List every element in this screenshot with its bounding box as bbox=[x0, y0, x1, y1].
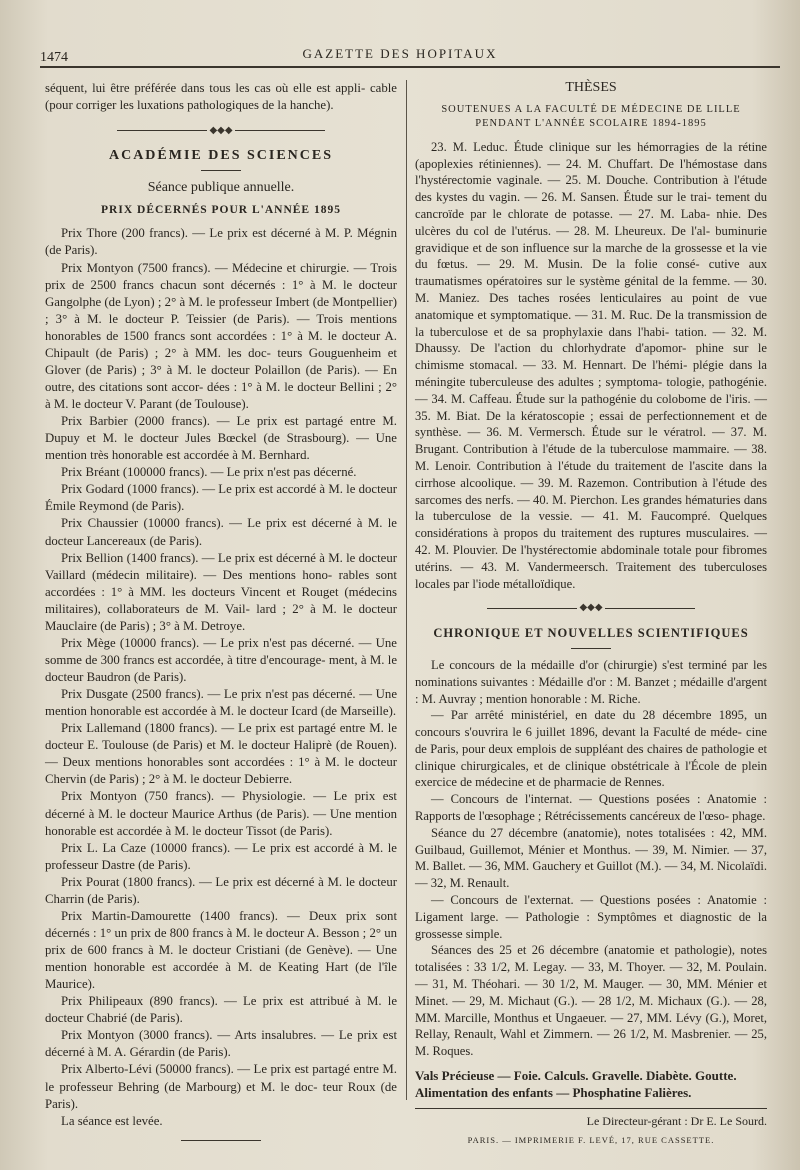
prix-paragraph: Prix Bellion (1400 francs). — Le prix est décerné à M. le docteur Vaillard (médecin militaire). — Des mentions hono- rables sont accordées : 1° à MM. les docteurs Vincent et Rouget (médecins militaires), collaborateurs de M. Vail- lard ; 2° à M. le docteur Mauclaire (de Paris) ; 3° à M. Detroye. bbox=[45, 550, 397, 633]
chronique-paragraph: — Par arrêté ministériel, en date du 28 décembre 1895, un concours s'ouvrira le 6 juillet 1896, devant la Faculté de méde- cine de Paris, pour deux emplois de suppléant des chaires de pathologie et clinique chirurgicales, et de clinique obstétricale à l'École de plein exercice de médecine et de pharmacie de Rennes. bbox=[415, 708, 767, 790]
prix-paragraph: Prix Philipeaux (890 francs). — Le prix est attribué à M. le docteur Chabrié (de Paris). bbox=[45, 994, 397, 1026]
academie-title: ACADÉMIE DES SCIENCES bbox=[108, 148, 334, 164]
end-rule bbox=[181, 1140, 261, 1141]
header-rule bbox=[40, 66, 780, 68]
chronique-title: CHRONIQUE ET NOUVELLES SCIENTIFIQUES bbox=[433, 626, 749, 641]
chronique-paragraph: Séances des 25 et 26 décembre (anatomie et pathologie), notes totalisées : 33 1/2, M. Legay. — 33, M. Thoyer. — 32, M. Poulain. — 31, M. Théohari. — 30 1/2, M. Mauger. — 30, MM. Ménier et Minet. — 29, M. Michaut (G.). — 28 1/2, M. Michaux (G.). — 28, MM. Marcille, Monthus et Ungaeuer. — 27, MM. Lévy (G.), Moret, Rellay, Renault, Wahl et Zimmern. — 26 1/2, M. Masbrenier. — 25, M. Roques. bbox=[415, 943, 767, 1059]
prix-paragraph: Prix Thore (200 francs). — Le prix est décerné à M. P. Mégnin (de Paris). bbox=[45, 226, 397, 258]
ornament-divider: ◆◆◆ bbox=[45, 122, 397, 139]
ornament-divider: ◆◆◆ bbox=[415, 600, 767, 617]
prix-paragraph: Prix Montyon (750 francs). — Physiologie. — Le prix est décerné à M. le docteur Maurice Arthus (de Paris). — Une mention honorable est accordée à M. le docteur Tissot (de Paris). bbox=[45, 789, 397, 838]
prix-paragraph: Prix Godard (1000 francs). — Le prix est accordé à M. le docteur Émile Reymond (de Paris). bbox=[45, 482, 397, 514]
seance-subtitle: Séance publique annuelle. bbox=[147, 180, 295, 196]
footer-rule bbox=[415, 1108, 767, 1109]
theses-subtitle: PENDANT L'ANNÉE SCOLAIRE 1894-1895 bbox=[475, 117, 707, 129]
journal-title: GAZETTE DES HOPITAUX bbox=[302, 46, 498, 61]
prix-paragraph: Prix Bréant (100000 francs). — Le prix n'est pas décerné. bbox=[61, 465, 357, 480]
prix-paragraph: Prix Barbier (2000 francs). — Le prix est partagé entre M. Dupuy et M. le docteur Jules Bœckel (de Strasbourg). — Une mention très honorable est accordée à M. Bernhard. bbox=[45, 414, 397, 463]
prix-paragraph: Prix Mège (10000 francs). — Le prix n'est pas décerné. — Une somme de 300 francs est accordée, à titre d'encourage- ment, à M. le docteur Baudron (de Paris). bbox=[45, 635, 397, 684]
ad-phosphatine: Alimentation des enfants — Phosphatine Falières. bbox=[415, 1084, 692, 1100]
prix-paragraph: Prix Montyon (3000 francs). — Arts insalubres. — Le prix est décerné à M. A. Gérardin (de Paris). bbox=[45, 1028, 397, 1060]
prix-paragraph: Prix Chaussier (10000 francs). — Le prix est décerné à M. le docteur Lancereaux (de Paris). bbox=[45, 516, 397, 548]
short-rule bbox=[201, 170, 241, 171]
theses-list: 23. M. Leduc. Étude clinique sur les hémorragies de la rétine (apoplexies rétiniennes). — 24. M. Chuffart. De l'hémostase dans l'hystérectomie vaginale. — 25. M. Douche. Contribution à l'étude des kystes du vagin. — 26. M. Sansen. Étude sur le trai- tement du cancroïde par le chlorate de potasse. — 27. M. Laba- nhie. Des ulcères du col de l'utérus. — 28. M. Lheureux. De l'al- buminurie gravidique et de son influence sur la marche de la grossesse et la vie du fœtus. — 29. M. Musin. De la folie consé- cutive aux traumatismes opératoires sur le système génital de la femme. — 30. M. Maniez. Des taches rosées lenticulaires au point de vue anatomique et symptomatique. — 31. M. Ruc. De la transmission de la tuberculose et de sa prophylaxie dans l'habi- tation. — 32. M. Dhaussy. De l'action du chlorhydrate d'apomor- phine sur le chimisme stomacal. — 33. M. Hennart. De l'hémi- plégie dans la méningite tuberculeuse des adultes ; symptoma- tologie, pathogénie. — 34. M. Caffeau. Étude sur la pathogénie du colobome de l'iris. — 35. M. Biat. De la kératoscopie ; essai de perfectionnement et de synthèse. — 36. M. Vermersch. Étude sur le vératrol. — 37. M. Brugant. Contribution à l'étude de la tuberculose mammaire. — 38. M. Lenoir. Contribution à l'étude du traitement de l'ascite dans la cirrhose alcoolique. — 39. M. Razemon. Contribution à l'étude des sarcomes des nerfs. — 40. M. Pierchon. Les grandes hématuries dans la tuberculose de la vessie. — 41. M. Faucompré. Quelques considérations à propos du traitement des ruptures musculaires. — 42. M. Plouvier. De l'hystérectomie abdominale totale pour fibromes utérins. — 43. M. Vandermeersch. Traitement des tuberculoses locales par l'iode métalloïdique. bbox=[415, 139, 767, 591]
chronique-paragraph: — Concours de l'internat. — Questions posées : Anatomie : Rapports de l'œsophage ; Rétrécissements cancéreux de l'œso- phage. bbox=[415, 792, 767, 824]
closing-line: La séance est levée. bbox=[61, 1113, 163, 1128]
chronique-paragraph: — Concours de l'externat. — Questions posées : Anatomie : Ligament large. — Pathologie : Symptômes et diagnostic de la grossesse simple. bbox=[415, 893, 767, 941]
ad-vals: Vals Précieuse — Foie. Calculs. Gravelle. Diabète. Goutte. bbox=[415, 1068, 737, 1084]
short-rule bbox=[571, 648, 611, 649]
chronique-paragraph: Séance du 27 décembre (anatomie), notes totalisées : 42, MM. Guilbaud, Guillemot, Ménier et Monthus. — 39, M. Nimier. — 37, M. Ballet. — 36, MM. Gauchery et Guillot (M.). — 34, M. Nicolaïdi. — 32, M. Renault. bbox=[415, 825, 767, 891]
prix-paragraph: Prix Alberto-Lévi (50000 francs). — Le prix est partagé entre M. le professeur Behring (de Marbourg) et M. le doc- teur Roux (de Paris). bbox=[45, 1062, 397, 1111]
prix-paragraph: Prix L. La Caze (10000 francs). — Le prix est accordé à M. le professeur Dastre (de Paris). bbox=[45, 840, 397, 872]
theses-title: THÈSES bbox=[565, 80, 617, 95]
right-column bbox=[415, 80, 767, 1149]
prix-paragraph: Prix Pourat (1800 francs). — Le prix est décerné à M. le docteur Charrin (de Paris). bbox=[45, 874, 397, 906]
director-line: Le Directeur-gérant : Dr E. Le Sourd. bbox=[586, 1113, 767, 1128]
printer-line: PARIS. — IMPRIMERIE F. LEVÉ, 17, RUE CASSETTE. bbox=[467, 1135, 715, 1146]
page-number: 1474 bbox=[40, 50, 68, 65]
left-column bbox=[45, 80, 397, 1141]
chronique-paragraph: Le concours de la médaille d'or (chirurgie) s'est terminé par les nominations suivantes : Médaille d'or : M. Banzet ; médaille d'argent : M. Auvray ; mention honorable : M. Riche. bbox=[415, 657, 767, 706]
advertisements bbox=[415, 1068, 767, 1102]
prix-paragraph: Prix Dusgate (2500 francs). — Le prix n'est pas décerné. — Une mention honorable est accordée à M. le docteur Icard (de Marseille). bbox=[45, 687, 397, 719]
prix-heading: PRIX DÉCERNÉS POUR L'ANNÉE 1895 bbox=[101, 204, 341, 217]
prix-paragraph: Prix Lallemand (1800 francs). — Le prix est partagé entre M. le docteur E. Toulouse (de Paris) et M. le docteur Haliprè (de Rouen). — Deux mentions honorables sont accordées : 1° à M. le docteur Chervin (de Paris) ; 2° à M. le docteur Debierre. bbox=[45, 721, 397, 787]
prix-paragraph: Prix Martin-Damourette (1400 francs). — Deux prix sont décernés : 1° un prix de 800 francs à M. le docteur A. Besson ; 2° un prix de 600 francs à M. le docteur Cristiani (de Genève). — Une mention honorable est accordée à M. de Keating Hart (de l'île Maurice). bbox=[45, 908, 397, 992]
theses-subtitle: SOUTENUES A LA FACULTÉ DE MÉDECINE DE LILLE bbox=[441, 103, 741, 115]
intro-paragraph: séquent, lui être préférée dans tous les cas où elle est appli- cable (pour corriger les luxations pathologiques de la hanche). bbox=[45, 81, 397, 113]
prix-paragraph: Prix Montyon (7500 francs). — Médecine et chirurgie. — Trois prix de 2500 francs chacun sont décernés : 1° à M. le docteur Gangolphe (de Lyon) ; 2° à M. le professeur Imbert (de Montpellier) ; 3° à M. le docteur P. Teissier (de Paris). — Trois mentions honorables de 1500 francs sont accordées : 1° à M. le docteur A. Chipault (de Paris) ; 2° à MM. les doc- teurs Gouguenheim et Glover (de Paris) ; 3° à M. le docteur Polaillon (de Paris). — En outre, des citations sont accor- dées : 1° à M. le docteur Bellini ; 2° à M. le docteur V. Parant (de Toulouse). bbox=[45, 260, 397, 411]
column-divider bbox=[406, 80, 407, 1100]
